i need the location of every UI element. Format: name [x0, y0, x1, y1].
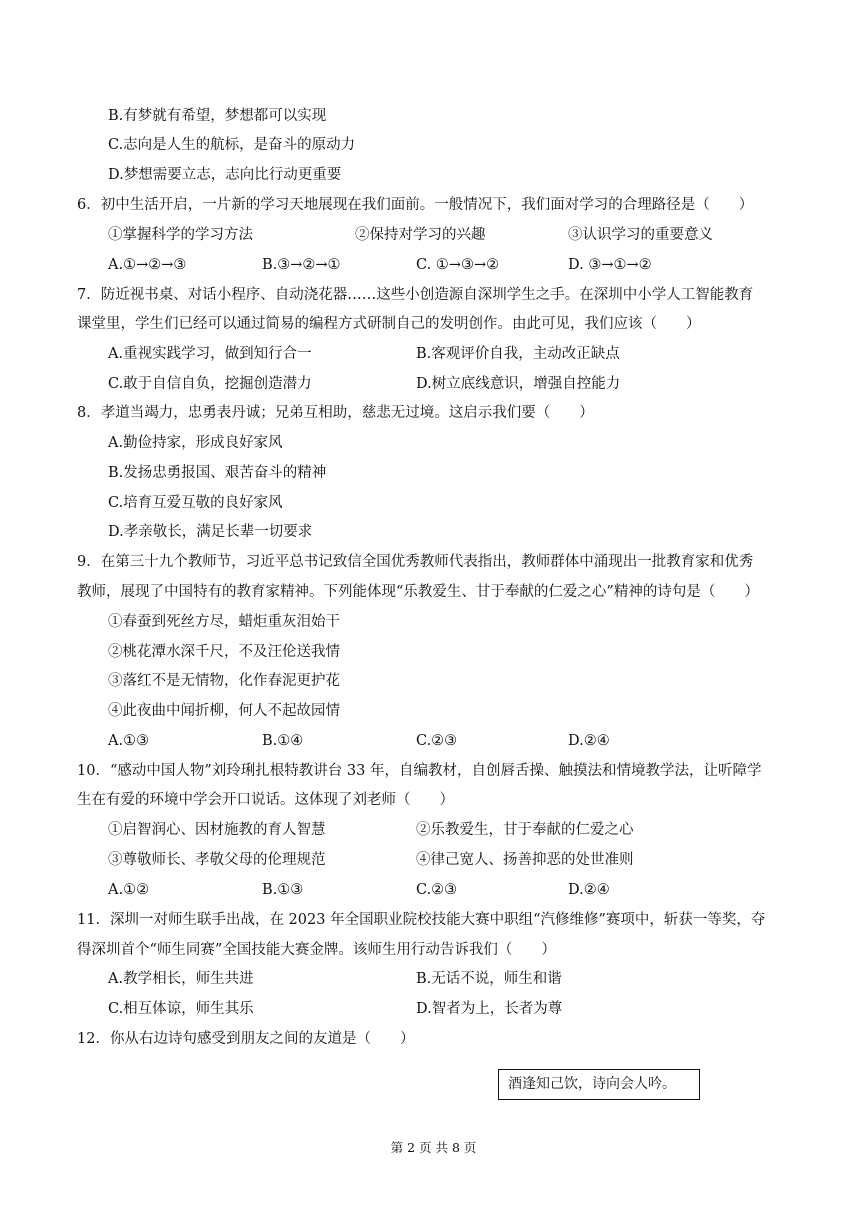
q9-stem-line1: 9．在第三十九个教师节，习近平总书记致信全国优秀教师代表指出，教师群体中涌现出一批教育家和优秀	[77, 554, 754, 570]
q9-poem-4: ④此夜曲中闻折柳，何人不起故园情	[108, 703, 340, 719]
q9-option-b: B.①④	[262, 733, 304, 749]
q6-stem: 6．初中生活开启，一片新的学习天地展现在我们面前。一般情况下，我们面对学习的合理路径是（ ）	[77, 197, 754, 213]
q8-option-b: B.发扬忠勇报国、艰苦奋斗的精神	[108, 465, 327, 481]
q5-option-b: B.有梦就有希望，梦想都可以实现	[108, 108, 327, 124]
q10-stem-line1: 10．“感动中国人物”刘玲琍扎根特教讲台 33 年，自编教材，自创唇舌操、触摸法和情境教学法，让听障学	[77, 763, 762, 779]
q9-poem-3: ③落红不是无情物，化作春泥更护花	[108, 673, 340, 689]
q8-stem: 8．孝道当竭力，忠勇表丹诚；兄弟互相助，慈悲无过境。这启示我们要（ ）	[77, 405, 594, 421]
q10-stem-line2: 生在有爱的环境中学会开口说话。这体现了刘老师（ ）	[77, 792, 454, 808]
q11-option-d: D.智者为上，长者为尊	[416, 1001, 563, 1017]
q6-option-d: D. ③→①→②	[568, 257, 652, 273]
q5-option-c: C.志向是人生的航标，是奋斗的原动力	[108, 137, 356, 153]
q7-option-c: C.敢于自信自负，挖掘创造潜力	[108, 376, 312, 392]
q6-option-c: C. ①→③→②	[416, 257, 500, 273]
q8-option-c: C.培育互爱互敬的良好家风	[108, 495, 283, 511]
q11-option-c: C.相互体谅，师生其乐	[108, 1001, 254, 1017]
q6-statement-2: ②保持对学习的兴趣	[355, 227, 486, 243]
q7-option-b: B.客观评价自我，主动改正缺点	[416, 346, 620, 362]
q10-statement-2: ②乐教爱生，甘于奉献的仁爱之心	[416, 822, 634, 838]
q10-option-d: D.②④	[568, 882, 610, 898]
q7-option-a: A.重视实践学习，做到知行合一	[108, 346, 312, 362]
q12-stem: 12．你从右边诗句感受到朋友之间的友道是（ ）	[77, 1031, 415, 1047]
q7-stem-line1: 7．防近视书桌、对话小程序、自动浇花器……这些小创造源自深圳学生之手。在深圳中小学人工智能教育	[77, 287, 754, 303]
q6-option-a: A.①→②→③	[108, 257, 187, 273]
q9-stem-line2: 教师，展现了中国特有的教育家精神。下列能体现“乐教爱生、甘于奉献的仁爱之心”精神的诗句是（ ）	[77, 584, 759, 600]
q9-option-a: A.①③	[108, 733, 150, 749]
q11-option-a: A.教学相长，师生共进	[108, 971, 254, 987]
q9-option-d: D.②④	[568, 733, 610, 749]
q11-stem-line1: 11．深圳一对师生联手出战，在 2023 年全国职业院校技能大赛中职组“汽修维修”赛项中，斩获一等奖，夺	[77, 912, 766, 928]
page-footer: 第 2 页 共 8 页	[390, 1140, 477, 1155]
q10-option-b: B.①③	[262, 882, 304, 898]
q7-stem-line2: 课堂里，学生们已经可以通过简易的编程方式研制自己的发明创作。由此可见，我们应该（ ）	[77, 316, 701, 332]
q12-poem-box: 酒逢知己饮，诗向会人吟。	[498, 1069, 700, 1100]
q9-poem-1: ①春蚕到死丝方尽，蜡炬重灰泪始干	[108, 614, 340, 630]
q5-option-d: D.梦想需要立志，志向比行动更重要	[108, 167, 342, 183]
q10-option-c: C.②③	[416, 882, 458, 898]
q9-poem-2: ②桃花潭水深千尺，不及汪伦送我情	[108, 644, 340, 660]
q10-statement-4: ④律己宽人、扬善抑恶的处世准则	[416, 852, 634, 868]
q6-option-b: B.③→②→①	[262, 257, 341, 273]
q10-statement-3: ③尊敬师长、孝敬父母的伦理规范	[108, 852, 326, 868]
q11-option-b: B.无话不说，师生和谐	[416, 971, 562, 987]
q7-option-d: D.树立底线意识，增强自控能力	[416, 376, 621, 392]
q6-statement-3: ③认识学习的重要意义	[568, 227, 713, 243]
q6-statement-1: ①掌握科学的学习方法	[108, 227, 253, 243]
q10-option-a: A.①②	[108, 882, 150, 898]
q10-statement-1: ①启智润心、因材施教的育人智慧	[108, 822, 326, 838]
q11-stem-line2: 得深圳首个“师生同赛”全国技能大赛金牌。该师生用行动告诉我们（ ）	[77, 942, 556, 958]
q8-option-a: A.勤俭持家，形成良好家风	[108, 435, 283, 451]
q9-option-c: C.②③	[416, 733, 458, 749]
q8-option-d: D.孝亲敬长，满足长辈一切要求	[108, 524, 313, 540]
